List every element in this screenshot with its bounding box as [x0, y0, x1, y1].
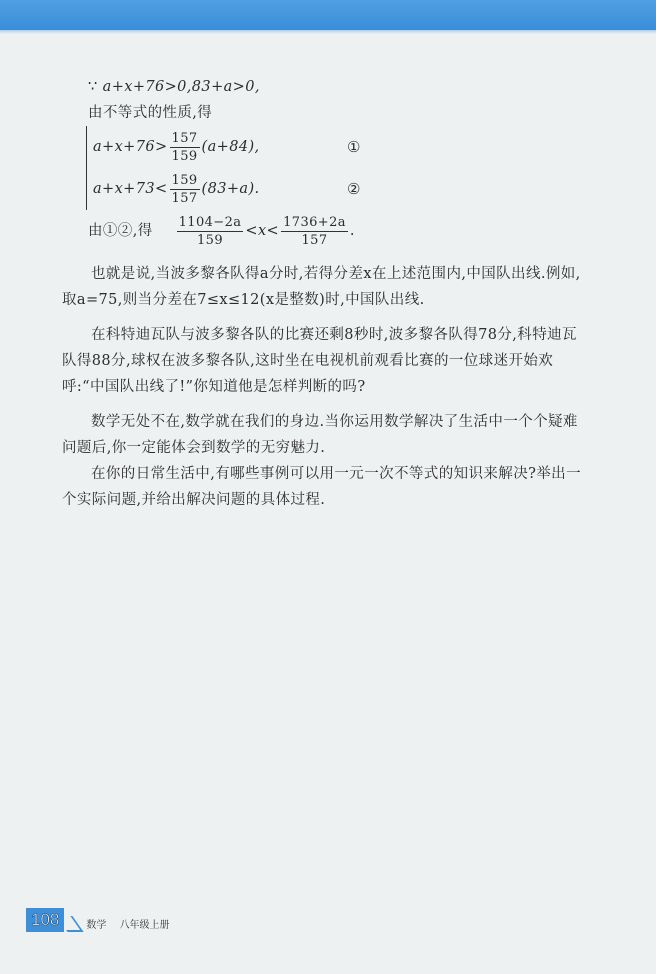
because-symbol: ∵	[88, 79, 98, 95]
fraction: $\frac{157}{159}$	[171, 130, 198, 164]
inequality-2: a+x+73< $\frac{159}{157}$ (83+a). ②	[93, 172, 361, 206]
inequality-1: a+x+76> $\frac{157}{159}$ (a+84), ①	[93, 130, 361, 164]
fraction: $\frac{159}{157}$	[171, 172, 198, 206]
book-info	[86, 916, 179, 931]
grade-label: 八年级上册	[119, 919, 170, 931]
page-footer	[26, 906, 180, 934]
equation-marker-1: ①	[347, 138, 361, 156]
paragraph-1: 也就是说,当波多黎各队得a分时,若得分差x在上述范围内,中国队出线.例如,取a=75,则当分差在7≤x≤12(x是整数)时,中国队出线.	[62, 266, 581, 308]
paragraph-3: 数学无处不在,数学就在我们的身边.当你运用数学解决了生活中一个个疑难问题后,你一定能体会到数学的无穷魅力.	[62, 414, 578, 456]
subject-label: 数学	[86, 919, 107, 931]
equation-marker-2: ②	[347, 180, 361, 198]
page-number: 108	[26, 908, 64, 932]
condition-line	[62, 74, 582, 100]
paragraph-2: 在科特迪瓦队与波多黎各队的比赛还剩8秒时,波多黎各队得78分,科特迪瓦队得88分,球权在波多黎各队,这时坐在电视机前观看比赛的一位球迷开始欢呼:“中国队出线了!”你知道他是怎样判断的吗?	[62, 327, 577, 395]
page-content	[62, 74, 582, 513]
inequality-system	[86, 126, 361, 210]
property-line: 由不等式的性质,得	[88, 105, 213, 121]
fraction: $\frac{1104-2a}{159}$	[178, 214, 242, 248]
header-bar	[0, 0, 656, 30]
condition-text: a+x+76>0,83+a>0,	[102, 79, 260, 95]
fraction: $\frac{1736+2a}{157}$	[283, 214, 346, 248]
paragraph-4: 在你的日常生活中,有哪些事例可以用一元一次不等式的知识来解决?举出一个实际问题,并给出解决问题的具体过程.	[62, 466, 581, 508]
derived-inequality: 由①②,得 $\frac{1104-2a}{159}$ <x< $\frac{1736+2a}{157}$ .	[88, 214, 355, 248]
